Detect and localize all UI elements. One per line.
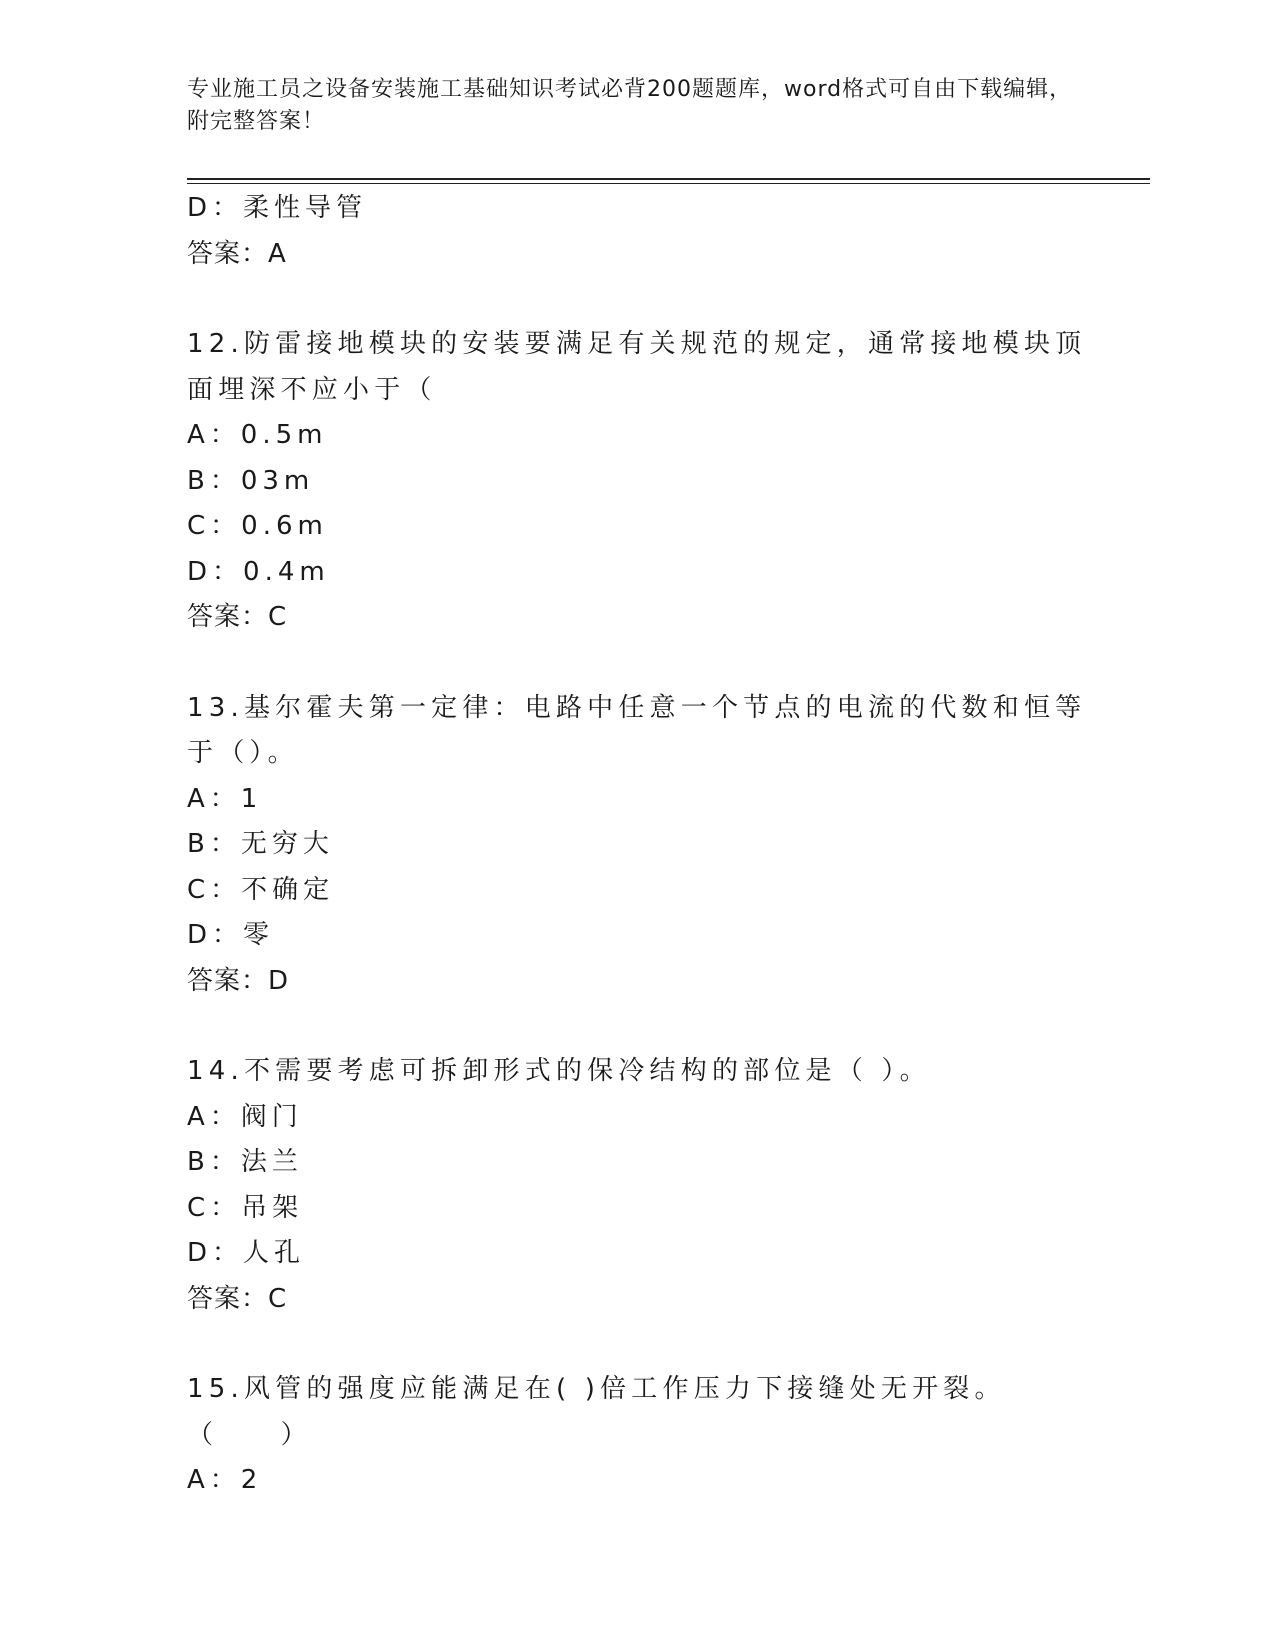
question-stem: 15.风管的强度应能满足在( )倍工作压力下接缝处无开裂。（ ）	[187, 1374, 1006, 1450]
answer-line: 答案：C	[187, 1283, 288, 1314]
header-divider-thin	[187, 183, 1150, 184]
option-c: C：吊架	[187, 1192, 304, 1223]
option-d: D：0.4m	[187, 556, 330, 587]
answer-line: 答案：C	[187, 602, 288, 632]
option-b: B：法兰	[187, 1147, 303, 1177]
answer-line: 答案：D	[187, 965, 290, 996]
option-a: A：阀门	[187, 1101, 303, 1132]
option-c: C：不确定	[187, 874, 335, 905]
question-stem: 12.防雷接地模块的安装要满足有关规范的规定，通常接地模块顶面埋深不应小于（	[187, 329, 1087, 405]
option-c: C：0.6m	[187, 511, 328, 541]
header-divider	[187, 178, 1150, 180]
question-stem: 14.不需要考虑可拆卸形式的保冷结构的部位是（ ）。	[187, 1056, 931, 1086]
question-12	[187, 322, 1087, 641]
document-header: 专业施工员之设备安装施工基础知识考试必背200题题库，word格式可自由下载编辑，附完整答案！	[187, 77, 1073, 134]
question-14	[187, 1049, 1087, 1322]
question-15	[187, 1367, 1087, 1504]
question-list	[187, 186, 1087, 1504]
option-d: D：零	[187, 920, 275, 950]
question-stem: 13.基尔霍夫第一定律：电路中任意一个节点的电流的代数和恒等于（）。	[187, 692, 1087, 768]
option-a: A：0.5m	[187, 420, 328, 450]
option-d: D：柔性导管	[187, 193, 368, 223]
option-b: B：03m	[187, 465, 315, 496]
question-13	[187, 686, 1087, 1005]
option-a: A：1	[187, 783, 263, 814]
option-d: D：人孔	[187, 1238, 306, 1268]
option-b: B：无穷大	[187, 829, 334, 859]
answer-line: 答案：A	[187, 238, 287, 269]
option-a: A：2	[187, 1465, 263, 1495]
